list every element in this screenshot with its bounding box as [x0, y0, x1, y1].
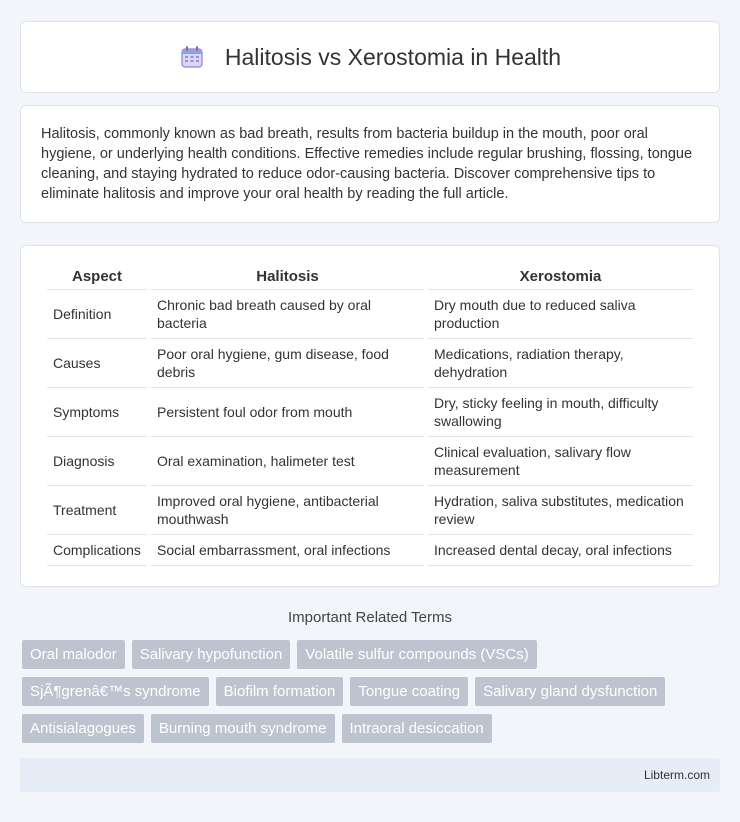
table-cell: Medications, radiation therapy, dehydration [428, 339, 693, 388]
table-cell: Social embarrassment, oral infections [151, 535, 424, 566]
tag-antisialagogues[interactable]: Antisialagogues [22, 714, 144, 743]
table-row [47, 388, 693, 437]
table-cell: Causes [47, 339, 147, 388]
table-cell: Oral examination, halimeter test [151, 437, 424, 486]
related-terms-title: Important Related Terms [288, 609, 452, 626]
footer [20, 758, 720, 792]
comparison-table [43, 264, 697, 566]
table-cell: Increased dental decay, oral infections [428, 535, 693, 566]
tag-row [22, 677, 722, 706]
header-halitosis: Halitosis [151, 264, 424, 290]
table-cell: Poor oral hygiene, gum disease, food debris [151, 339, 424, 388]
tag-burning-mouth-syndrome[interactable]: Burning mouth syndrome [151, 714, 335, 743]
page-title: Halitosis vs Xerostomia in Health [224, 43, 562, 70]
table-cell: Diagnosis [47, 437, 147, 486]
table-cell: Improved oral hygiene, antibacterial mouthwash [151, 486, 424, 535]
header-aspect: Aspect [47, 264, 147, 290]
tag-tongue-coating[interactable]: Tongue coating [350, 677, 468, 706]
table-row [47, 290, 693, 339]
comparison-table-card [20, 245, 720, 587]
intro-card [20, 105, 720, 223]
table-cell: Symptoms [47, 388, 147, 437]
calendar-icon [179, 44, 205, 70]
table-cell: Chronic bad breath caused by oral bacteria [151, 290, 424, 339]
table-cell: Clinical evaluation, salivary flow measurement [428, 437, 693, 486]
table-cell: Dry mouth due to reduced saliva production [428, 290, 693, 339]
tag-volatile-sulfur-compounds[interactable]: Volatile sulfur compounds (VSCs) [297, 640, 536, 669]
tag-intraoral-desiccation[interactable]: Intraoral desiccation [342, 714, 492, 743]
related-terms-tags [22, 640, 722, 751]
table-row [47, 339, 693, 388]
table-row [47, 535, 693, 566]
header-xerostomia: Xerostomia [428, 264, 693, 290]
table-cell: Dry, sticky feeling in mouth, difficulty swallowing [428, 388, 693, 437]
table-row [47, 486, 693, 535]
tag-biofilm-formation[interactable]: Biofilm formation [216, 677, 344, 706]
table-cell: Definition [47, 290, 147, 339]
table-row [47, 437, 693, 486]
table-cell: Treatment [47, 486, 147, 535]
tag-oral-malodor[interactable]: Oral malodor [22, 640, 125, 669]
table-cell: Complications [47, 535, 147, 566]
title-card [20, 21, 720, 93]
tag-sjogrens-syndrome[interactable]: SjÃ¶grenâ€™s syndrome [22, 677, 209, 706]
footer-site-link[interactable]: Libterm.com [643, 768, 710, 782]
intro-paragraph: Halitosis, commonly known as bad breath, results from bacteria buildup in the mouth, poor oral hygiene, or underlying health conditions. Effective remedies include regular brushing, flossing, tongue cleaning, and staying hydrated to reduce odor-causing bacteria. Discover comprehensive tips to eliminate halitosis and improve your oral health by reading the full article. [41, 126, 693, 202]
tag-salivary-hypofunction[interactable]: Salivary hypofunction [132, 640, 291, 669]
tag-row [22, 640, 722, 669]
tag-salivary-gland-dysfunction[interactable]: Salivary gland dysfunction [475, 677, 665, 706]
table-header-row [47, 264, 693, 290]
table-cell: Hydration, saliva substitutes, medication review [428, 486, 693, 535]
tag-row [22, 714, 722, 743]
table-cell: Persistent foul odor from mouth [151, 388, 424, 437]
